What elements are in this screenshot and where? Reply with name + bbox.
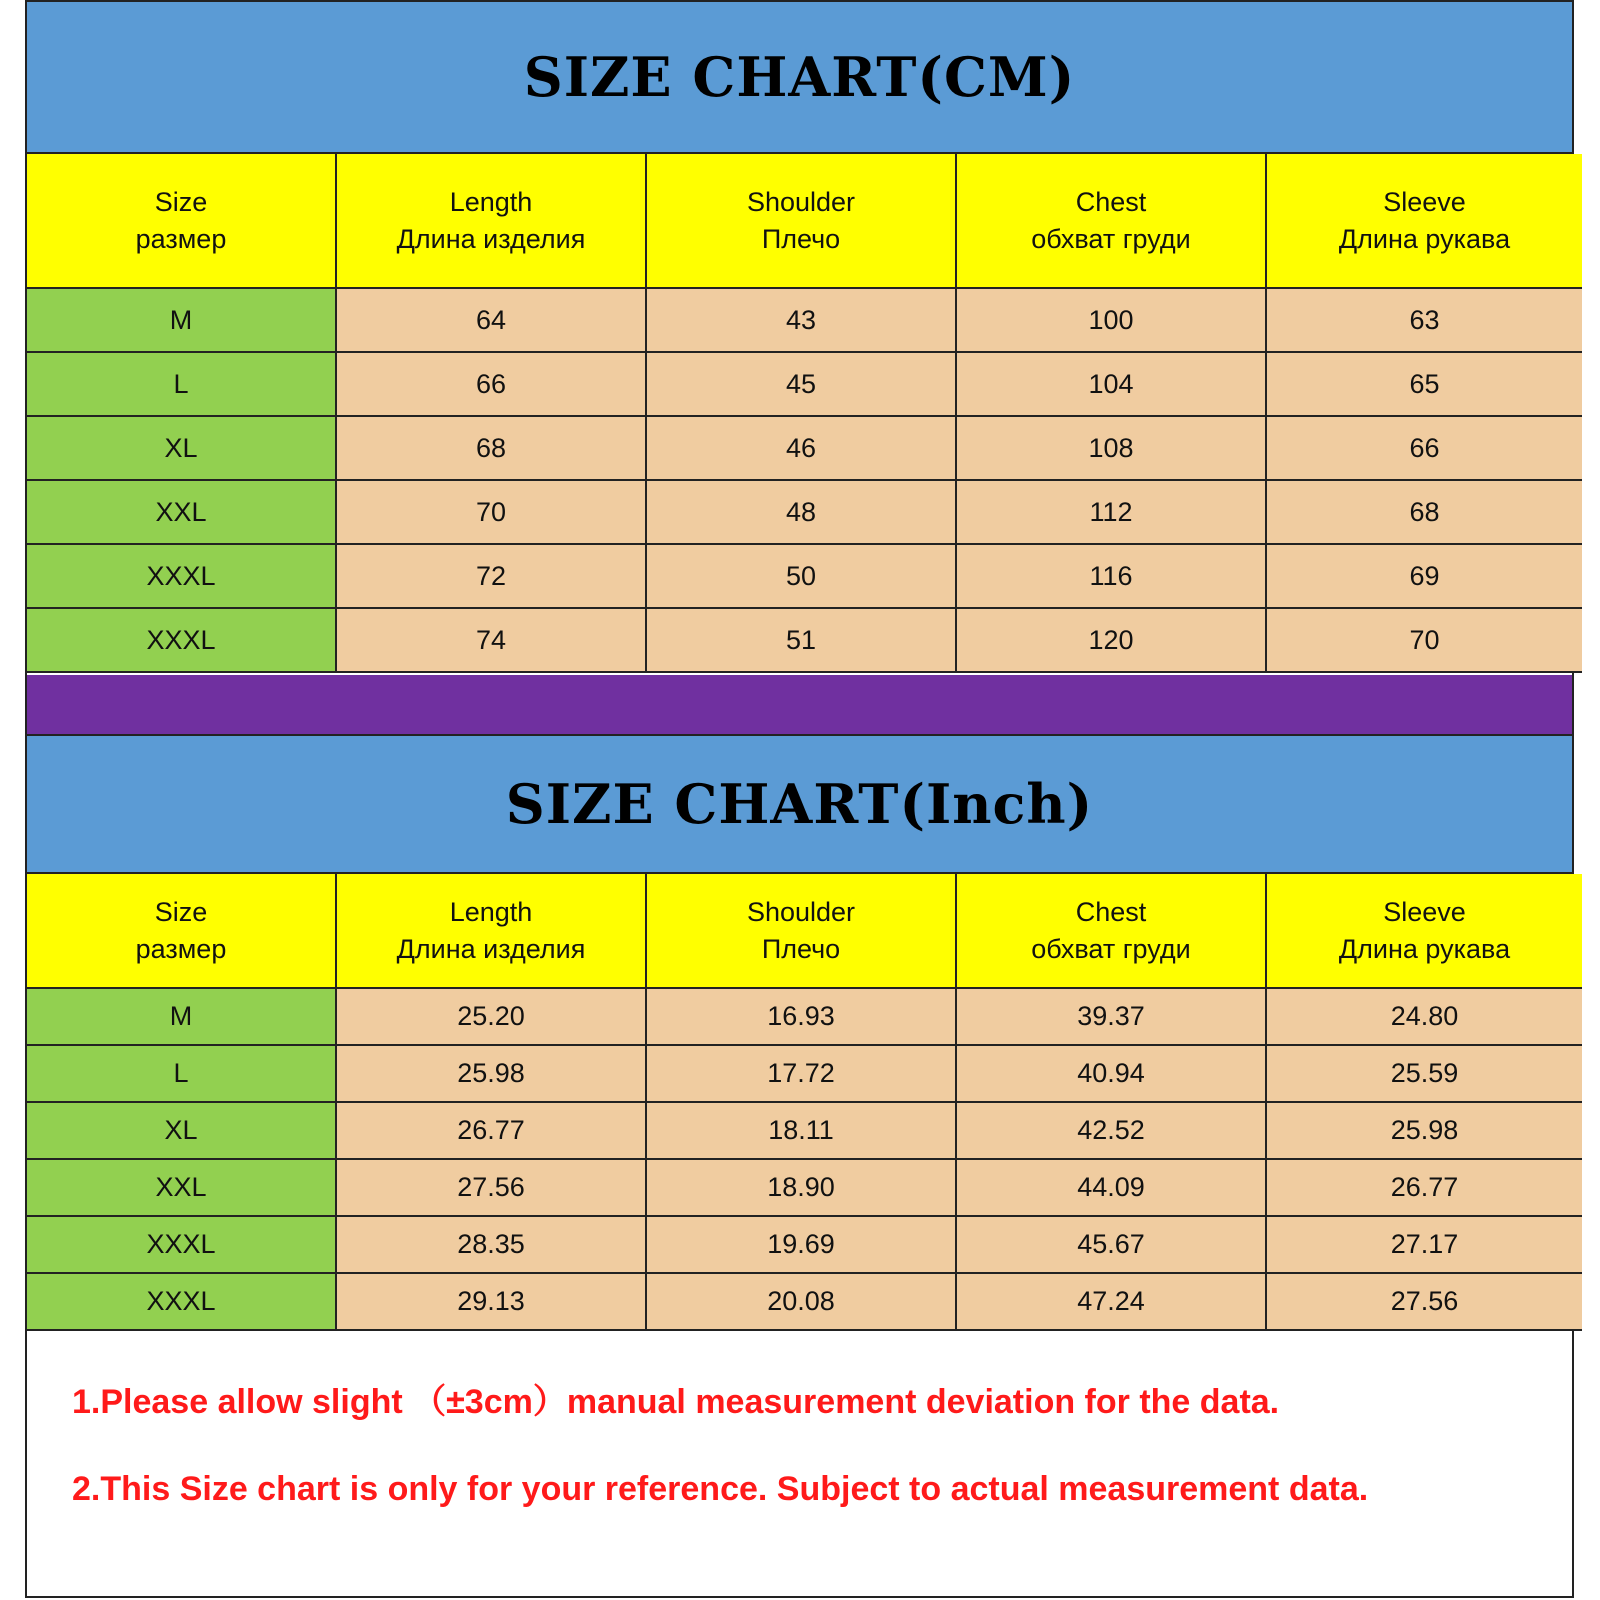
cm-size-cell: L xyxy=(27,353,337,417)
cm-header-chest xyxy=(957,154,1267,289)
section-divider xyxy=(27,675,1572,736)
cm-title-band xyxy=(27,2,1572,154)
cm-value-cell: 116 xyxy=(957,545,1267,609)
cm-value-cell: 108 xyxy=(957,417,1267,481)
cm-value-cell: 45 xyxy=(647,353,957,417)
inch-value-cell: 24.80 xyxy=(1267,989,1582,1046)
cm-header-ru: обхват груди xyxy=(1031,223,1191,254)
inch-size-cell: L xyxy=(27,1046,337,1103)
cm-value-cell: 50 xyxy=(647,545,957,609)
inch-header-chest xyxy=(957,874,1267,989)
inch-value-cell: 27.56 xyxy=(1267,1274,1582,1331)
cm-size-cell: XXL xyxy=(27,481,337,545)
inch-header-en: Chest xyxy=(1075,896,1147,927)
cm-header-size xyxy=(27,154,337,289)
inch-value-cell: 28.35 xyxy=(337,1217,647,1274)
cm-value-cell: 68 xyxy=(337,417,647,481)
cm-header-en: Length xyxy=(449,186,533,217)
cm-value-cell: 69 xyxy=(1267,545,1582,609)
cm-value-cell: 63 xyxy=(1267,289,1582,353)
inch-header-en: Shoulder xyxy=(746,896,856,927)
inch-value-cell: 27.17 xyxy=(1267,1217,1582,1274)
cm-value-cell: 104 xyxy=(957,353,1267,417)
inch-size-cell: XL xyxy=(27,1103,337,1160)
cm-value-cell: 100 xyxy=(957,289,1267,353)
cm-value-cell: 120 xyxy=(957,609,1267,673)
inch-chart-title: SIZE CHART(Inch) xyxy=(505,772,1094,836)
cm-header-en: Size xyxy=(154,186,208,217)
cm-header-en: Shoulder xyxy=(746,186,856,217)
inch-value-cell: 19.69 xyxy=(647,1217,957,1274)
note-1: 1.Please allow slight （±3cm）manual measurement deviation for the data. xyxy=(72,1383,1280,1421)
inch-title-band xyxy=(27,736,1572,874)
cm-value-cell: 51 xyxy=(647,609,957,673)
cm-value-cell: 65 xyxy=(1267,353,1582,417)
inch-value-cell: 17.72 xyxy=(647,1046,957,1103)
cm-header-length xyxy=(337,154,647,289)
cm-header-ru: Плечо xyxy=(761,223,841,254)
size-chart-frame xyxy=(25,0,1574,1598)
inch-size-table xyxy=(27,874,1572,1331)
inch-value-cell: 26.77 xyxy=(337,1103,647,1160)
cm-size-cell: XXXL xyxy=(27,545,337,609)
inch-value-cell: 20.08 xyxy=(647,1274,957,1331)
inch-value-cell: 39.37 xyxy=(957,989,1267,1046)
inch-value-cell: 44.09 xyxy=(957,1160,1267,1217)
inch-header-shoulder xyxy=(647,874,957,989)
cm-header-ru: Длина рукава xyxy=(1338,223,1511,254)
cm-value-cell: 72 xyxy=(337,545,647,609)
inch-value-cell: 25.20 xyxy=(337,989,647,1046)
inch-header-ru: Длина рукава xyxy=(1338,933,1511,964)
cm-size-cell: XXXL xyxy=(27,609,337,673)
inch-header-sleeve xyxy=(1267,874,1582,989)
inch-size-cell: XXXL xyxy=(27,1217,337,1274)
inch-header-en: Length xyxy=(449,896,533,927)
cm-size-table xyxy=(27,154,1572,673)
inch-header-ru: обхват груди xyxy=(1031,933,1191,964)
cm-header-shoulder xyxy=(647,154,957,289)
inch-value-cell: 18.90 xyxy=(647,1160,957,1217)
inch-value-cell: 29.13 xyxy=(337,1274,647,1331)
cm-value-cell: 74 xyxy=(337,609,647,673)
cm-header-ru: размер xyxy=(135,223,227,254)
inch-header-ru: Длина изделия xyxy=(396,933,586,964)
inch-header-length xyxy=(337,874,647,989)
cm-value-cell: 68 xyxy=(1267,481,1582,545)
cm-size-cell: M xyxy=(27,289,337,353)
inch-value-cell: 42.52 xyxy=(957,1103,1267,1160)
inch-value-cell: 18.11 xyxy=(647,1103,957,1160)
inch-size-cell: XXL xyxy=(27,1160,337,1217)
cm-value-cell: 70 xyxy=(1267,609,1582,673)
cm-value-cell: 66 xyxy=(337,353,647,417)
cm-chart-title: SIZE CHART(CM) xyxy=(523,45,1076,109)
inch-value-cell: 26.77 xyxy=(1267,1160,1582,1217)
inch-header-en: Size xyxy=(154,896,208,927)
inch-value-cell: 40.94 xyxy=(957,1046,1267,1103)
inch-value-cell: 25.59 xyxy=(1267,1046,1582,1103)
cm-header-en: Sleeve xyxy=(1383,186,1466,217)
inch-value-cell: 27.56 xyxy=(337,1160,647,1217)
inch-value-cell: 16.93 xyxy=(647,989,957,1046)
inch-header-ru: размер xyxy=(135,933,227,964)
inch-value-cell: 25.98 xyxy=(1267,1103,1582,1160)
cm-header-en: Chest xyxy=(1075,186,1147,217)
inch-value-cell: 45.67 xyxy=(957,1217,1267,1274)
inch-size-cell: XXXL xyxy=(27,1274,337,1331)
inch-value-cell: 25.98 xyxy=(337,1046,647,1103)
cm-header-sleeve xyxy=(1267,154,1582,289)
inch-size-cell: M xyxy=(27,989,337,1046)
inch-value-cell: 47.24 xyxy=(957,1274,1267,1331)
cm-value-cell: 43 xyxy=(647,289,957,353)
cm-value-cell: 48 xyxy=(647,481,957,545)
cm-value-cell: 112 xyxy=(957,481,1267,545)
note-2: 2.This Size chart is only for your reference. Subject to actual measurement data. xyxy=(72,1470,1369,1508)
inch-header-ru: Плечо xyxy=(761,933,841,964)
cm-value-cell: 64 xyxy=(337,289,647,353)
cm-size-cell: XL xyxy=(27,417,337,481)
cm-value-cell: 70 xyxy=(337,481,647,545)
cm-value-cell: 46 xyxy=(647,417,957,481)
inch-header-en: Sleeve xyxy=(1383,896,1466,927)
inch-header-size xyxy=(27,874,337,989)
cm-value-cell: 66 xyxy=(1267,417,1582,481)
cm-header-ru: Длина изделия xyxy=(396,223,586,254)
